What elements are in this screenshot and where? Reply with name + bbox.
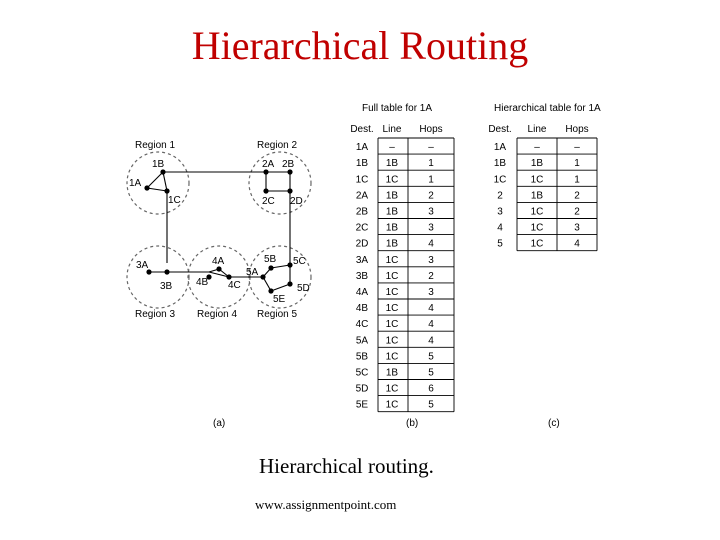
full_table-cell: 1B — [385, 190, 399, 202]
full_table-cell: 3 — [428, 287, 434, 298]
full_table-cell: 1 — [428, 174, 434, 186]
full_table-cell: 5B — [355, 351, 369, 363]
full_table-cell: 4B — [355, 303, 369, 315]
node-label-5c: 5C — [293, 256, 306, 267]
node-1b — [160, 169, 165, 174]
full_table-cell: 1B — [385, 206, 399, 218]
node-1a — [144, 185, 149, 190]
hier_table-cell: 1B — [530, 190, 544, 202]
full_table-header-2: Hops — [419, 124, 443, 135]
hier_table-cell: 3 — [497, 206, 503, 218]
full_table-cell: 5 — [428, 351, 434, 363]
node-1c — [164, 188, 169, 193]
region-5-label: Region 5 — [257, 309, 298, 320]
node-label-2a: 2A — [262, 159, 275, 170]
full_table-cell: 3 — [428, 254, 434, 266]
node-2b — [287, 169, 292, 174]
full_table-cell: 3A — [355, 254, 369, 266]
full_table-cell: 2 — [428, 270, 434, 282]
node-2c — [263, 188, 268, 193]
full_table-cell: 2A — [355, 190, 369, 202]
full_table-cell: 4 — [428, 303, 434, 315]
full_table-cell: 1C — [355, 174, 369, 186]
full_table-cell: 1C — [385, 270, 399, 282]
node-2d — [287, 188, 292, 193]
full_table-cell: 2D — [355, 238, 369, 250]
full_table-cell: 1B — [385, 238, 399, 250]
full_table-cell: 2B — [355, 206, 369, 218]
node-5d — [287, 281, 292, 286]
hier_table-cell: 4 — [497, 222, 503, 234]
full_table-cell: 2C — [355, 222, 369, 234]
hier_table-cell: 1C — [530, 206, 544, 218]
full_table-cell: 4 — [428, 335, 434, 347]
full_table-cell: 5D — [355, 383, 369, 395]
node-label-2c: 2C — [262, 196, 275, 207]
hier_table-cell: 1C — [493, 174, 507, 186]
full_table-cell: 1B — [385, 222, 399, 234]
source-url: www.assignmentpoint.com — [255, 497, 397, 512]
full_table-cell: 5C — [355, 367, 369, 379]
node-4c — [226, 274, 231, 279]
hier_table-cell: – — [534, 142, 540, 154]
hier_table-title: Hierarchical table for 1A — [494, 103, 601, 114]
hier_table-header-2: Hops — [565, 124, 589, 135]
region-1-label: Region 1 — [135, 140, 176, 151]
node-label-5b: 5B — [264, 254, 277, 265]
figure-panel — [118, 95, 626, 435]
full_table-cell: 5A — [355, 335, 369, 347]
label-a: (a) — [213, 418, 226, 429]
full_table-cell: – — [389, 142, 395, 154]
full_table-cell: 1 — [428, 158, 434, 170]
hier_table-cell: 4 — [574, 238, 580, 250]
hier_table-header-0: Dest. — [488, 124, 512, 135]
hier_table-header-1: Line — [527, 124, 547, 135]
node-label-1a: 1A — [129, 178, 142, 189]
full_table-cell: 1C — [385, 383, 399, 395]
node-label-3a: 3A — [136, 260, 149, 271]
full_table-cell: 1C — [385, 303, 399, 315]
hier_table-cell: 1C — [530, 174, 544, 186]
full_table-cell: 1C — [385, 254, 399, 266]
full_table-cell: 1A — [355, 142, 369, 154]
full_table-cell: 1C — [385, 319, 399, 331]
full_table-cell: 1B — [355, 158, 369, 170]
page-title: Hierarchical Routing — [191, 23, 529, 68]
hier_table-label: (c) — [548, 418, 560, 429]
node-3b — [164, 269, 169, 274]
full_table-cell: 1C — [385, 399, 399, 411]
node-label-4c: 4C — [228, 280, 241, 291]
hier_table-cell: 1 — [574, 174, 580, 186]
node-label-4b: 4B — [196, 277, 209, 288]
hier_table-cell: 1A — [493, 142, 507, 154]
hier_table-cell: 5 — [497, 238, 503, 250]
full_table-cell: 1C — [385, 287, 399, 298]
node-label-5a: 5A — [246, 267, 259, 278]
full_table-cell: 3 — [428, 222, 434, 234]
hier_table-cell: 2 — [574, 190, 580, 202]
full_table-cell: 1C — [385, 174, 399, 186]
node-label-2d: 2D — [290, 196, 303, 207]
node-5b — [268, 265, 273, 270]
node-label-5e: 5E — [273, 294, 286, 305]
full_table-cell: 6 — [428, 383, 434, 395]
hier_table-cell: 2 — [574, 206, 580, 218]
figure-caption: Hierarchical routing. — [259, 454, 434, 478]
full_table-cell: 2 — [428, 190, 434, 202]
hier_table-cell: – — [574, 142, 580, 154]
full_table-cell: 1B — [385, 367, 399, 379]
node-2a — [263, 169, 268, 174]
node-label-4a: 4A — [212, 256, 225, 267]
full_table-cell: – — [428, 142, 434, 154]
region-4-label: Region 4 — [197, 309, 238, 320]
full_table-header-0: Dest. — [350, 124, 374, 135]
region-2-label: Region 2 — [257, 140, 298, 151]
node-5c — [287, 262, 292, 267]
full_table-cell: 4A — [355, 287, 369, 298]
full_table-cell: 4C — [355, 319, 369, 331]
node-5a — [260, 274, 265, 279]
hier_table-cell: 1B — [530, 158, 544, 170]
hier_table-cell: 1B — [493, 158, 507, 170]
hier_table-cell: 1C — [530, 222, 544, 234]
hier_table-cell: 3 — [574, 222, 580, 234]
node-5e — [268, 288, 273, 293]
full_table-cell: 5E — [355, 399, 369, 411]
hier_table-cell: 1C — [530, 238, 544, 250]
hier_table-cell: 2 — [497, 190, 503, 202]
full_table-cell: 5 — [428, 367, 434, 379]
full_table-cell: 4 — [428, 319, 434, 331]
node-label-2b: 2B — [282, 159, 295, 170]
full_table-cell: 1C — [385, 335, 399, 347]
node-label-1c: 1C — [168, 195, 181, 206]
node-4a — [216, 266, 221, 271]
full_table-cell: 1C — [385, 351, 399, 363]
full_table-cell: 3 — [428, 206, 434, 218]
full_table-title: Full table for 1A — [362, 103, 433, 114]
full_table-header-1: Line — [382, 124, 402, 135]
region-3-label: Region 3 — [135, 309, 176, 320]
full_table-cell: 1B — [385, 158, 399, 170]
full_table-cell: 4 — [428, 238, 434, 250]
full_table-cell: 3B — [355, 270, 369, 282]
node-label-1b: 1B — [152, 159, 165, 170]
node-label-5d: 5D — [297, 283, 310, 294]
node-label-3b: 3B — [160, 281, 173, 292]
full_table-cell: 5 — [428, 399, 434, 411]
full_table-label: (b) — [406, 418, 419, 429]
hier_table-cell: 1 — [574, 158, 580, 170]
